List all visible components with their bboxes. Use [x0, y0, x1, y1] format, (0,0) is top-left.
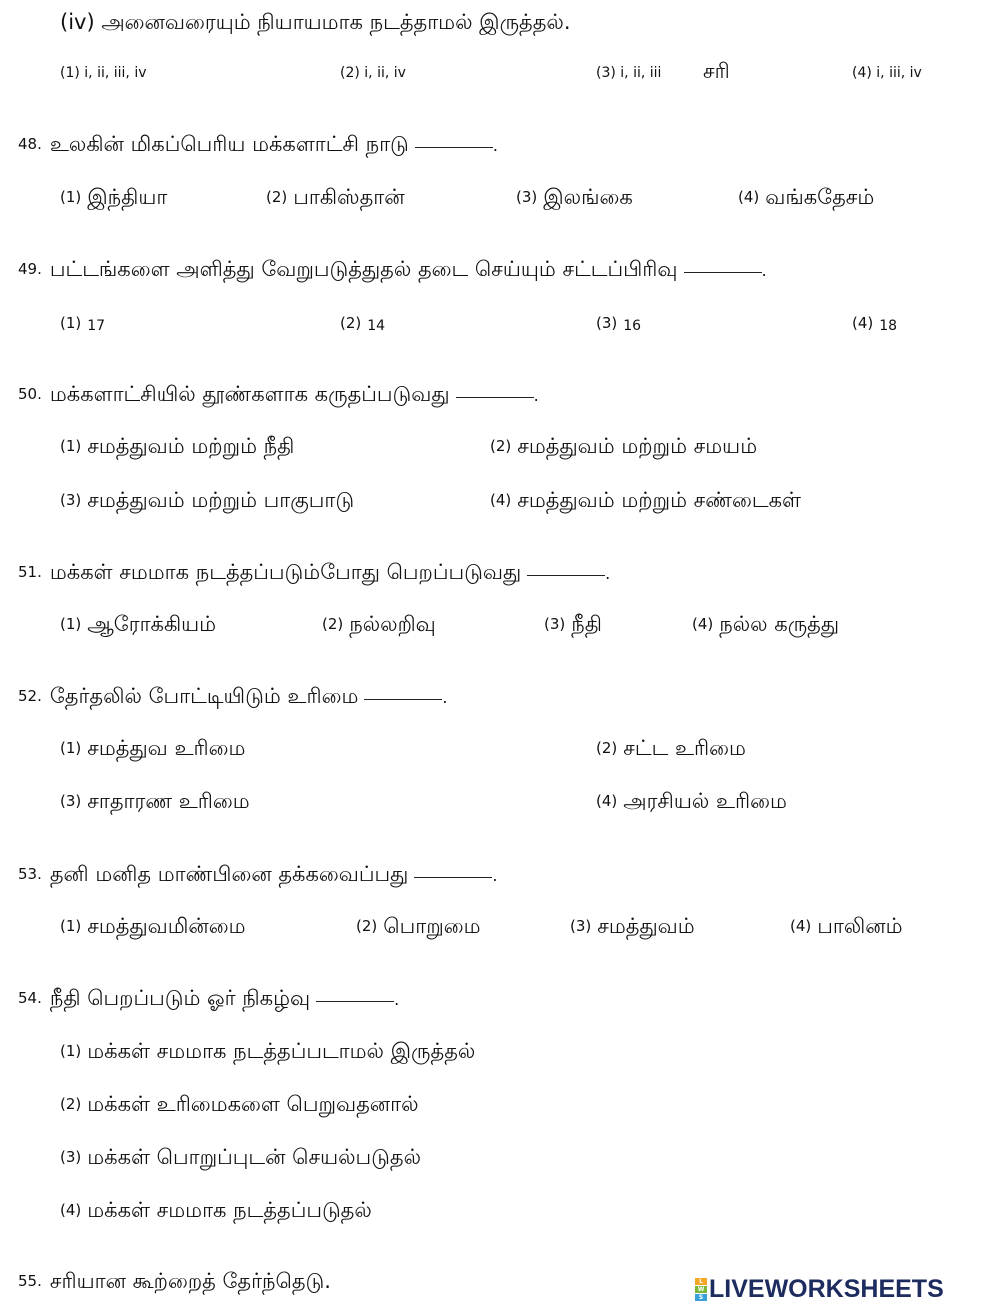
q54-option-3: (3) மக்கள் பொறுப்புடன் செயல்படுதல் [60, 1145, 422, 1169]
answer-blank [364, 698, 442, 700]
q52-option-1: (1) சமத்துவ உரிமை [60, 736, 246, 760]
answer-blank [456, 396, 534, 398]
q50-option-1: (1) சமத்துவம் மற்றும் நீதி [60, 434, 295, 458]
logo-text: LIVEWORKSHEETS [709, 1274, 944, 1303]
question-number: 48. [18, 135, 42, 153]
q54-option-1: (1) மக்கள் சமமாக நடத்தப்படாமல் இருத்தல் [60, 1039, 476, 1063]
q54-option-2: (2) மக்கள் உரிமைகளை பெறுவதனால் [60, 1092, 419, 1116]
question-53: 53. தனி மனித மாண்பினை தக்கவைப்பது . [18, 862, 498, 886]
q48-option-1: (1) இந்தியா [60, 185, 168, 209]
q49-option-1: (1) 17 [60, 314, 106, 334]
handwritten-mark: சரி [703, 59, 730, 83]
q51-option-3: (3) நீதி [544, 612, 602, 636]
q49-option-2: (2) 14 [340, 314, 386, 334]
q48-option-3: (3) இலங்கை [516, 185, 633, 209]
question-51: 51. மக்கள் சமமாக நடத்தப்படும்போது பெறப்படுவது . [18, 560, 611, 584]
q49-option-3: (3) 16 [596, 314, 642, 334]
question-text: உலகின் மிகப்பெரிய மக்களாட்சி நாடு [49, 132, 409, 156]
q51-option-2: (2) நல்லறிவு [322, 612, 436, 636]
q53-option-2: (2) பொறுமை [356, 914, 481, 938]
q52-option-3: (3) சாதாரண உரிமை [60, 789, 250, 813]
q47-option-1: (1) i, ii, iii, iv [60, 65, 147, 81]
question-49: 49. பட்டங்களை அளித்து வேறுபடுத்துதல் தடை செய்யும் சட்டப்பிரிவு . [18, 257, 767, 281]
answer-blank [527, 574, 605, 576]
q50-option-2: (2) சமத்துவம் மற்றும் சமயம் [490, 434, 758, 458]
q52-option-4: (4) அரசியல் உரிமை [596, 789, 787, 813]
q53-option-1: (1) சமத்துவமின்மை [60, 914, 246, 938]
q53-option-4: (4) பாலினம் [790, 914, 903, 938]
logo-mark-icon: L W S [695, 1278, 707, 1300]
q51-option-1: (1) ஆரோக்கியம் [60, 612, 217, 636]
liveworksheets-logo[interactable] [695, 1276, 944, 1302]
answer-blank [316, 1000, 394, 1002]
q54-option-4: (4) மக்கள் சமமாக நடத்தப்படுதல் [60, 1198, 372, 1222]
q51-option-4: (4) நல்ல கருத்து [692, 612, 840, 636]
q50-option-4: (4) சமத்துவம் மற்றும் சண்டைகள் [490, 488, 801, 512]
question-54: 54. நீதி பெறப்படும் ஓர் நிகழ்வு . [18, 986, 400, 1010]
question-55: 55. சரியான கூற்றைத் தேர்ந்தெடு. [18, 1269, 331, 1293]
answer-blank [414, 876, 492, 878]
question-52: 52. தேர்தலில் போட்டியிடும் உரிமை . [18, 684, 448, 708]
answer-blank [415, 146, 493, 148]
answer-blank [684, 271, 762, 273]
q48-option-4: (4) வங்கதேசம் [738, 185, 875, 209]
statement-iv: (iv) அனைவரையும் நியாயமாக நடத்தாமல் இருத்தல். [60, 10, 571, 34]
q47-option-2: (2) i, ii, iv [340, 65, 406, 81]
question-48: 48. உலகின் மிகப்பெரிய மக்களாட்சி நாடு . [18, 132, 498, 156]
q52-option-2: (2) சட்ட உரிமை [596, 736, 746, 760]
q49-option-4: (4) 18 [852, 314, 898, 334]
q48-option-2: (2) பாகிஸ்தான் [266, 185, 405, 209]
q50-option-3: (3) சமத்துவம் மற்றும் பாகுபாடு [60, 488, 355, 512]
q47-option-3: (3) i, ii, iii [596, 65, 662, 81]
question-50: 50. மக்களாட்சியில் தூண்களாக கருதப்படுவது . [18, 382, 539, 406]
q47-option-4: (4) i, iii, iv [852, 65, 922, 81]
q53-option-3: (3) சமத்துவம் [570, 914, 695, 938]
